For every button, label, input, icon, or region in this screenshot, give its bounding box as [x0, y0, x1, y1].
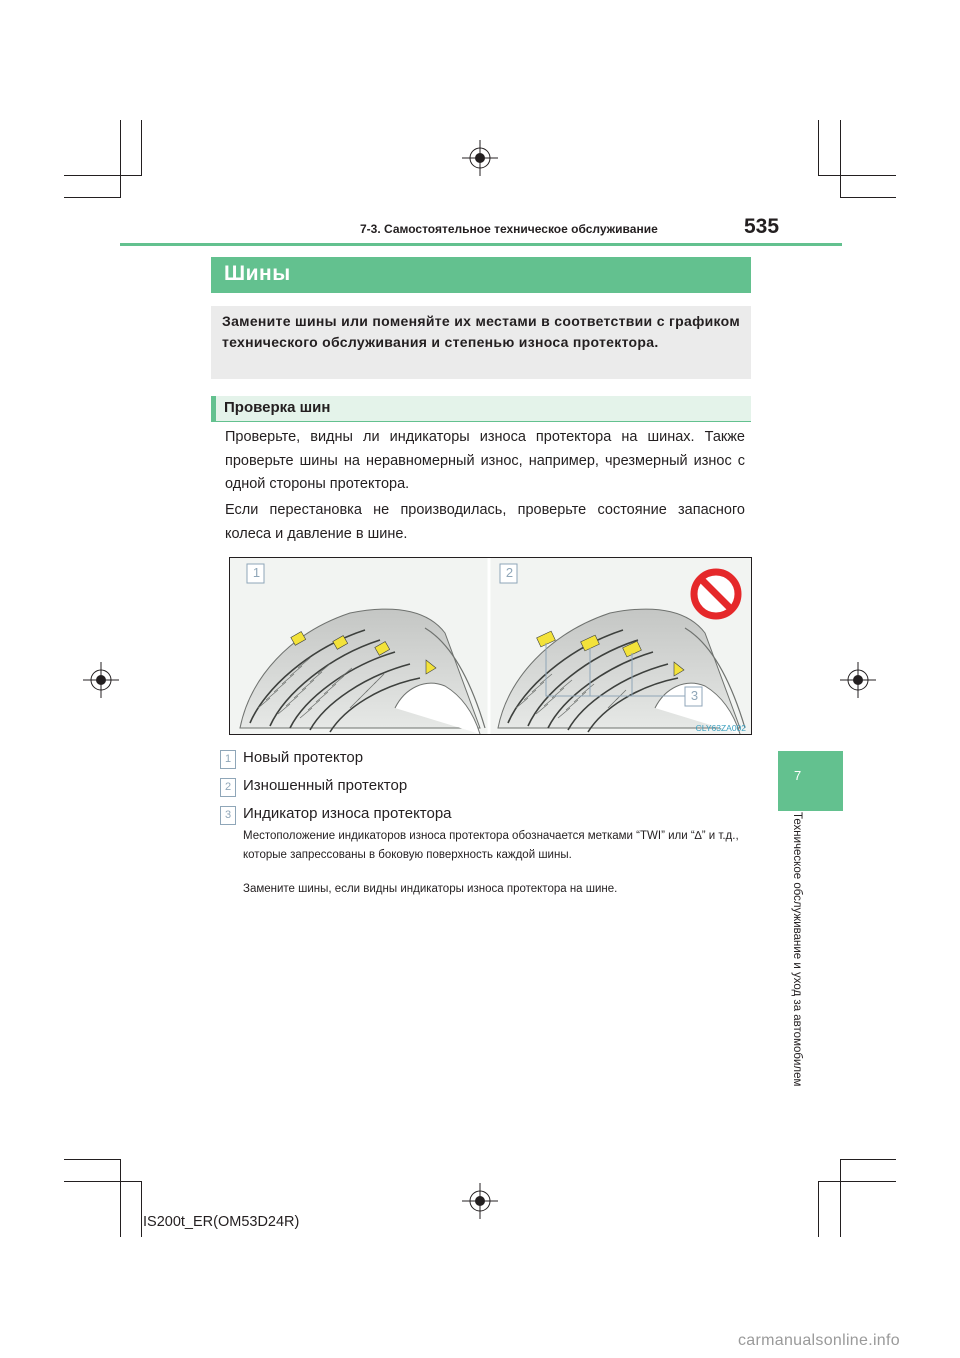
registration-mark-icon — [83, 662, 119, 698]
paragraph: Если перестановка не производилась, проверьте состояние запасного колеса и давление в шине. — [225, 502, 745, 542]
callout-1-label: 1 — [252, 565, 261, 580]
note-text: Замените шины, если видны индикаторы износа протектора на шине. — [243, 883, 618, 895]
crop-mark — [818, 120, 819, 176]
crop-mark — [141, 120, 142, 176]
header-divider — [120, 243, 842, 246]
crop-mark — [64, 197, 121, 198]
intro-text: Замените шины или поменяйте их местами в соответствии с графиком технического обслуживания и степенью износа протектора. — [222, 313, 740, 350]
note-text: Местоположение индикаторов износа протектора обозначается метками “TWI” или “∆” и т.д., которые запрессованы в боковую поверхность каждой шины. — [243, 830, 739, 861]
prohibited-icon — [694, 572, 738, 616]
crop-mark — [840, 197, 896, 198]
legend-label: Новый протектор — [243, 749, 364, 766]
footer-code: IS200t_ER(OM53D24R) — [143, 1214, 300, 1230]
crop-mark — [840, 1159, 841, 1237]
crop-mark — [818, 175, 896, 176]
watermark: carmanualsonline.info — [738, 1332, 900, 1349]
paragraph: Проверьте, видны ли индикаторы износа протектора на шинах. Также проверьте шины на неравномерный износ, например, чрезмерный износ с одной стороны протектора. — [225, 429, 745, 492]
section-banner — [211, 257, 751, 293]
chapter-number: 7 — [794, 768, 802, 783]
crop-mark — [64, 1159, 121, 1160]
callout-2-label: 2 — [505, 565, 514, 580]
tire-illustration — [230, 558, 751, 734]
crop-mark — [64, 1181, 142, 1182]
section-title: Шины — [224, 262, 291, 285]
tire-tread-figure — [229, 557, 752, 735]
crop-mark — [818, 1181, 896, 1182]
subsection-accent-bar — [211, 396, 216, 422]
header-title: 7-3. Самостоятельное техническое обслуживание — [360, 222, 658, 236]
legend-label: Индикатор износа протектора — [243, 805, 452, 822]
figure-code: CLY63ZA002 — [695, 723, 746, 733]
registration-mark-icon — [462, 140, 498, 176]
chapter-vertical-title: Техническое обслуживание и уход за автомобилем — [791, 812, 803, 1087]
legend-number: 1 — [220, 750, 236, 769]
crop-mark — [141, 1181, 142, 1237]
crop-mark — [840, 120, 841, 198]
chapter-tab — [778, 751, 843, 811]
crop-mark — [64, 175, 142, 176]
subsection-title: Проверка шин — [224, 399, 331, 416]
crop-mark — [818, 1181, 819, 1237]
legend-label: Изношенный протектор — [243, 777, 408, 794]
legend-number: 2 — [220, 778, 236, 797]
registration-mark-icon — [462, 1183, 498, 1219]
intro-box — [211, 306, 751, 379]
crop-mark — [120, 120, 121, 198]
crop-mark — [120, 1159, 121, 1237]
crop-mark — [840, 1159, 896, 1160]
registration-mark-icon — [840, 662, 876, 698]
callout-3-label: 3 — [690, 688, 699, 703]
page-number: 535 — [744, 215, 780, 238]
legend-number: 3 — [220, 806, 236, 825]
subsection-banner — [211, 396, 751, 422]
